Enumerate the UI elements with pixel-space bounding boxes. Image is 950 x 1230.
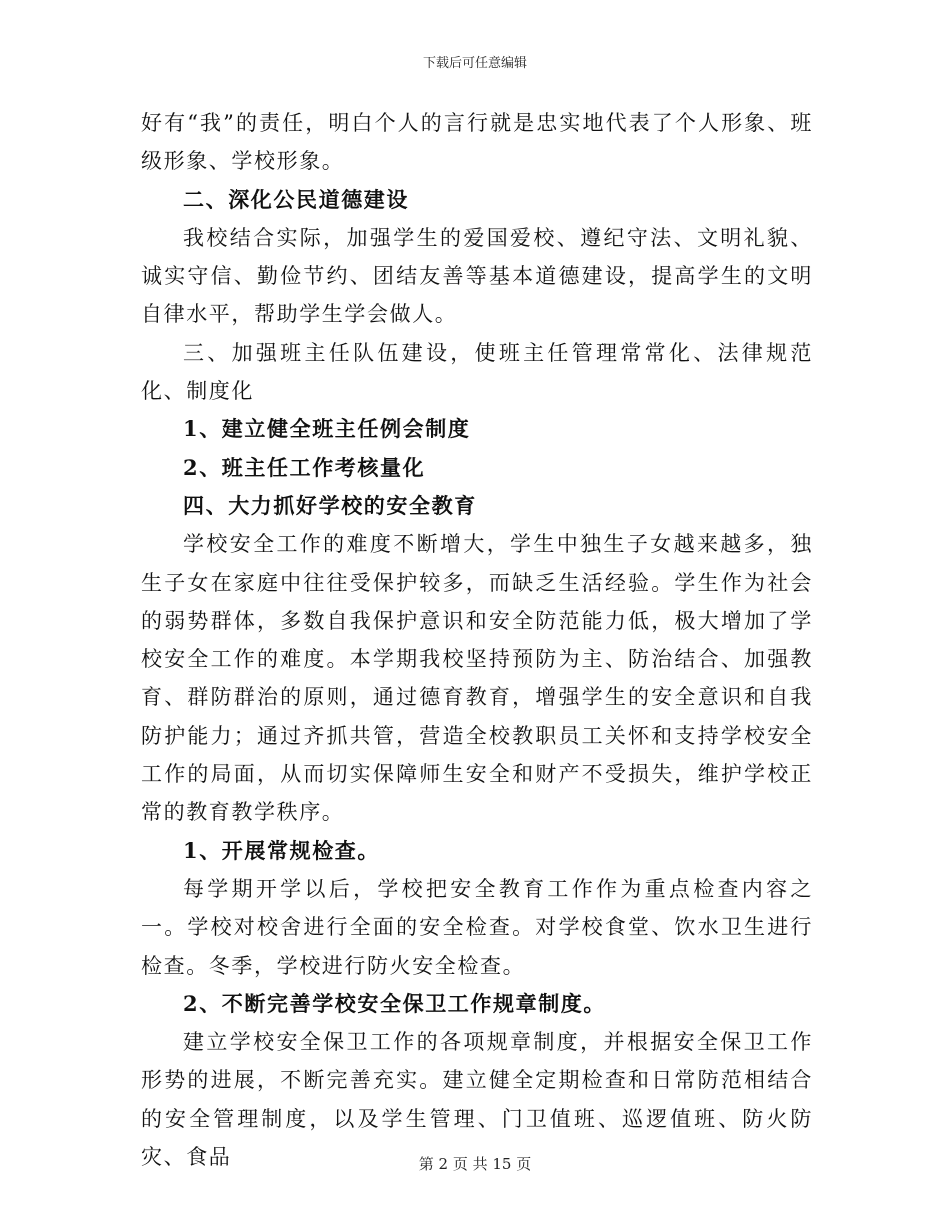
page-header: 下载后可任意编辑 xyxy=(422,56,527,71)
subheading-3-2: 2、班主任工作考核量化 xyxy=(183,454,426,480)
paragraph-4-1: 每学期开学以后，学校把安全教育工作作为重点检查内容之一。学校对校舍进行全面的安全检查。对学校食堂、饮水卫生进行检查。冬季，学校进行防火安全检查。 xyxy=(141,876,813,978)
section-heading-4: 四、大力抓好学校的安全教育 xyxy=(183,492,477,518)
paragraph-1: 好有“我”的责任，明白个人的言行就是忠实地代表了个人形象、班级形象、学校形象。 xyxy=(141,111,813,174)
subheading-4-1: 1、开展常规检查。 xyxy=(183,837,381,863)
paragraph-4: 学校安全工作的难度不断增大，学生中独生子女越来越多，独生子女在家庭中往往受保护较多，而缺乏生活经验。学生作为社会的弱势群体，多数自我保护意识和安全防范能力低，极大增加了学校安全工作的难度。本学期我校坚持预防为主、防治结合、加强教育、群防群治的原则，通过德育教育，增强学生的安全意识和自我防护能力；通过齐抓共管，营造全校教职员工关怀和支持学校安全工作的局面，从而切实保障师生安全和财产不受损失，维护学校正常的教育教学秩序。 xyxy=(141,532,813,825)
section-heading-2: 二、深化公民道德建设 xyxy=(183,186,409,212)
paragraph-4-2: 建立学校安全保卫工作的各项规章制度，并根据安全保卫工作形势的进展，不断完善充实。建立健全定期检查和日常防范相结合的安全管理制度，以及学生管理、门卫值班、巡逻值班、防火防灾、食品 xyxy=(141,1030,813,1170)
document-body xyxy=(141,104,813,1176)
section-heading-3: 三、加强班主任队伍建设，使班主任管理常常化、法律规范化、制度化 xyxy=(141,340,813,404)
subheading-3-1: 1、建立健全班主任例会制度 xyxy=(183,416,471,442)
subheading-4-2: 2、不断完善学校安全保卫工作规章制度。 xyxy=(183,990,607,1016)
page-footer: 第 2 页 共 15 页 xyxy=(418,1155,532,1173)
paragraph-2: 我校结合实际，加强学生的爱国爱校、遵纪守法、文明礼貌、诚实守信、勤俭节约、团结友善等基本道德建设，提高学生的文明自律水平，帮助学生学会做人。 xyxy=(141,225,813,327)
